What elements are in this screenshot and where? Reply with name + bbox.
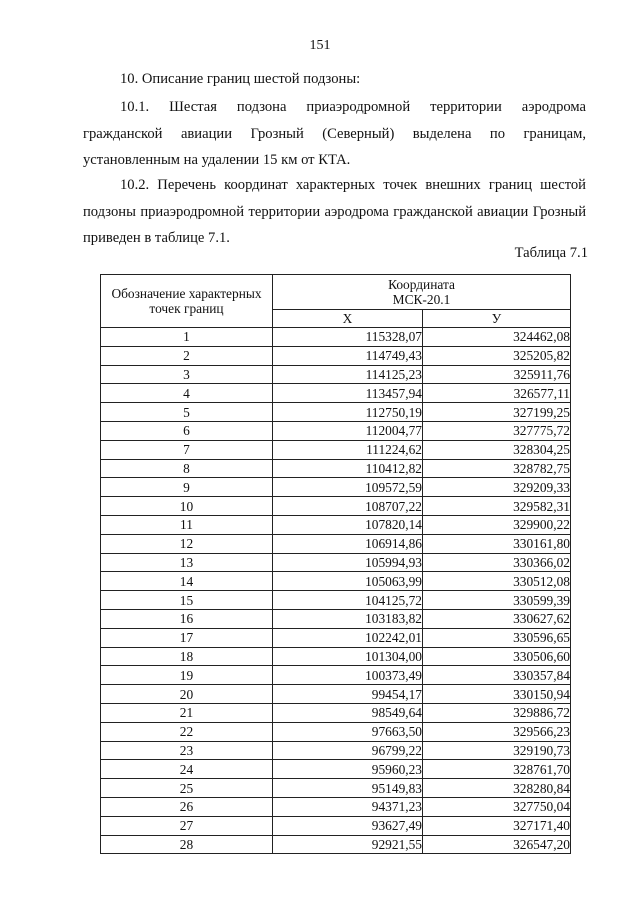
point-number-cell: 15 (101, 591, 273, 610)
table-row (101, 572, 571, 591)
y-coordinate-cell: 330150,94 (423, 685, 571, 704)
y-coordinate-cell: 330512,08 (423, 572, 571, 591)
x-coordinate-cell: 104125,72 (273, 591, 423, 610)
point-number-cell: 14 (101, 572, 273, 591)
y-coordinate-cell: 329582,31 (423, 497, 571, 516)
x-coordinate-cell: 99454,17 (273, 685, 423, 704)
point-number-cell: 5 (101, 403, 273, 422)
table-row (101, 797, 571, 816)
x-coordinate-cell: 110412,82 (273, 459, 423, 478)
x-coordinate-cell: 112004,77 (273, 421, 423, 440)
page-number: 151 (309, 38, 331, 53)
x-coordinate-cell: 114749,43 (273, 346, 423, 365)
header-designation: Обозначение характерных точек границ (101, 275, 273, 328)
point-number-cell: 24 (101, 760, 273, 779)
point-number-cell: 20 (101, 685, 273, 704)
y-coordinate-cell: 329209,33 (423, 478, 571, 497)
x-coordinate-cell: 113457,94 (273, 384, 423, 403)
y-coordinate-cell: 327750,04 (423, 797, 571, 816)
x-coordinate-cell: 96799,22 (273, 741, 423, 760)
x-coordinate-cell: 97663,50 (273, 722, 423, 741)
table-row (101, 835, 571, 854)
point-number-cell: 17 (101, 628, 273, 647)
y-coordinate-cell: 325205,82 (423, 346, 571, 365)
table-row (101, 722, 571, 741)
header-coordinate-system: МСК-20.1 (392, 292, 451, 307)
table-row (101, 346, 571, 365)
x-coordinate-cell: 93627,49 (273, 816, 423, 835)
x-coordinate-cell: 98549,64 (273, 703, 423, 722)
point-number-cell: 28 (101, 835, 273, 854)
table-caption: Таблица 7.1 (514, 245, 588, 261)
y-coordinate-cell: 330366,02 (423, 553, 571, 572)
x-coordinate-cell: 95149,83 (273, 779, 423, 798)
point-number-cell: 27 (101, 816, 273, 835)
y-coordinate-cell: 324462,08 (423, 328, 571, 347)
point-number-cell: 1 (101, 328, 273, 347)
y-coordinate-cell: 328761,70 (423, 760, 571, 779)
y-coordinate-cell: 327199,25 (423, 403, 571, 422)
coordinates-table-body (101, 328, 571, 854)
point-number-cell: 12 (101, 534, 273, 553)
x-coordinate-cell: 95960,23 (273, 760, 423, 779)
y-coordinate-cell: 325911,76 (423, 365, 571, 384)
point-number-cell: 10 (101, 497, 273, 516)
point-number-cell: 4 (101, 384, 273, 403)
point-number-cell: 7 (101, 440, 273, 459)
table-row (101, 703, 571, 722)
y-coordinate-cell: 328304,25 (423, 440, 571, 459)
y-coordinate-cell: 330599,39 (423, 591, 571, 610)
y-coordinate-cell: 329190,73 (423, 741, 571, 760)
x-coordinate-cell: 112750,19 (273, 403, 423, 422)
x-coordinate-cell: 115328,07 (273, 328, 423, 347)
table-row (101, 403, 571, 422)
header-x: X (273, 310, 423, 328)
table-row (101, 760, 571, 779)
table-row (101, 609, 571, 628)
x-coordinate-cell: 114125,23 (273, 365, 423, 384)
header-coordinate (273, 275, 571, 310)
point-number-cell: 25 (101, 779, 273, 798)
y-coordinate-cell: 328280,84 (423, 779, 571, 798)
table-row (101, 384, 571, 403)
y-coordinate-cell: 329900,22 (423, 515, 571, 534)
point-number-cell: 3 (101, 365, 273, 384)
table-row (101, 647, 571, 666)
point-number-cell: 19 (101, 666, 273, 685)
point-number-cell: 13 (101, 553, 273, 572)
point-number-cell: 18 (101, 647, 273, 666)
point-number-cell: 6 (101, 421, 273, 440)
table-row (101, 534, 571, 553)
x-coordinate-cell: 105994,93 (273, 553, 423, 572)
table-row (101, 478, 571, 497)
table-row (101, 741, 571, 760)
table-row (101, 779, 571, 798)
x-coordinate-cell: 105063,99 (273, 572, 423, 591)
table-row (101, 816, 571, 835)
y-coordinate-cell: 330506,60 (423, 647, 571, 666)
x-coordinate-cell: 106914,86 (273, 534, 423, 553)
x-coordinate-cell: 107820,14 (273, 515, 423, 534)
y-coordinate-cell: 329566,23 (423, 722, 571, 741)
y-coordinate-cell: 330596,65 (423, 628, 571, 647)
x-coordinate-cell: 100373,49 (273, 666, 423, 685)
y-coordinate-cell: 326577,11 (423, 384, 571, 403)
y-coordinate-cell: 328782,75 (423, 459, 571, 478)
x-coordinate-cell: 101304,00 (273, 647, 423, 666)
table-row (101, 591, 571, 610)
x-coordinate-cell: 111224,62 (273, 440, 423, 459)
table-row (101, 628, 571, 647)
table-row (101, 421, 571, 440)
paragraph-10-1: 10.1. Шестая подзона приаэродромной территории аэродрома гражданской авиации Грозный (Северный) выделена по границам, установленным на удалении 15 км от КТА. (83, 99, 586, 168)
header-coordinate-title: Координата (388, 277, 455, 292)
point-number-cell: 9 (101, 478, 273, 497)
coordinates-table (100, 274, 571, 854)
point-number-cell: 16 (101, 609, 273, 628)
point-number-cell: 23 (101, 741, 273, 760)
y-coordinate-cell: 327171,40 (423, 816, 571, 835)
x-coordinate-cell: 103183,82 (273, 609, 423, 628)
point-number-cell: 22 (101, 722, 273, 741)
table-row (101, 685, 571, 704)
point-number-cell: 21 (101, 703, 273, 722)
y-coordinate-cell: 330357,84 (423, 666, 571, 685)
x-coordinate-cell: 102242,01 (273, 628, 423, 647)
table-row (101, 459, 571, 478)
header-y: У (423, 310, 571, 328)
y-coordinate-cell: 326547,20 (423, 835, 571, 854)
y-coordinate-cell: 327775,72 (423, 421, 571, 440)
x-coordinate-cell: 92921,55 (273, 835, 423, 854)
y-coordinate-cell: 329886,72 (423, 703, 571, 722)
point-number-cell: 11 (101, 515, 273, 534)
point-number-cell: 2 (101, 346, 273, 365)
point-number-cell: 26 (101, 797, 273, 816)
y-coordinate-cell: 330161,80 (423, 534, 571, 553)
table-row (101, 365, 571, 384)
x-coordinate-cell: 94371,23 (273, 797, 423, 816)
paragraph-10-2: 10.2. Перечень координат характерных точек внешних границ шестой подзоны приаэродромной территории аэродрома гражданской авиации Грозный приведен в таблице 7.1. (83, 177, 586, 246)
point-number-cell: 8 (101, 459, 273, 478)
y-coordinate-cell: 330627,62 (423, 609, 571, 628)
table-row (101, 440, 571, 459)
table-row (101, 328, 571, 347)
table-row (101, 553, 571, 572)
table-row (101, 515, 571, 534)
section-heading: 10. Описание границ шестой подзоны: (120, 71, 361, 87)
x-coordinate-cell: 109572,59 (273, 478, 423, 497)
x-coordinate-cell: 108707,22 (273, 497, 423, 516)
table-row (101, 666, 571, 685)
table-row (101, 497, 571, 516)
